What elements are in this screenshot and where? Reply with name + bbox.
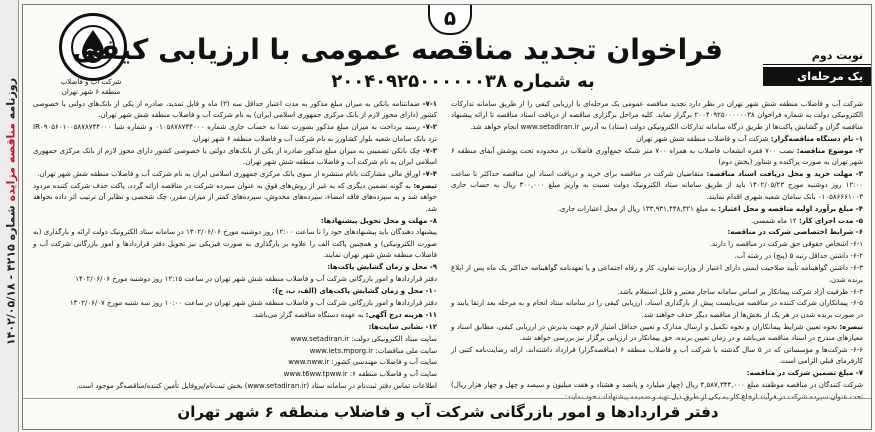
paragraph-text: چک بانکی تضمینی به میزان مبلغ مذکور صادره از یکی از بانک‌های دولتی یا خصوصی کشور دارای مجوز لازم از بانک مرکزی جمهوری اسلامی ایران به نام شرکت آب و فاضلاب منطقه شش شهر تهران. — [33, 146, 437, 167]
newspaper-side-strip — [0, 0, 19, 432]
paragraph — [451, 287, 863, 298]
paragraph-heading: ۷-۱- — [422, 100, 437, 108]
paragraph-text: دفتر قراردادها و امور بازرگانی شرکت آب و فاضلاب منطقه شش شهر تهران در ساعت ۱۰:۰۰ روز سه شنبه مورخ ۱۴۰۲/۰۶/۰۷ — [69, 298, 437, 307]
tender-number: به شماره ۲۰۰۴۰۹۲۵۰۰۰۰۰۰۳۸ — [331, 71, 595, 92]
paragraph — [451, 227, 863, 238]
company-name — [43, 77, 139, 97]
paragraph — [451, 298, 863, 321]
paragraph — [33, 274, 437, 285]
paragraph-heading: تبصره: — [839, 322, 863, 331]
paragraph — [33, 146, 437, 169]
paragraph — [451, 251, 863, 262]
paragraph-text: اطلاعات تماس دفتر ثبت‌نام در سامانه ستاد (www.setadiran.ir) بخش ثبت‌نام/پروفایل تأمین کننده/مناقصه‌گر موجود است. — [76, 382, 437, 391]
paragraph — [33, 334, 437, 345]
paragraph-heading: ۱۲- نشانی سایت‌ها: — [368, 322, 437, 331]
paragraph — [451, 322, 863, 345]
body-columns — [31, 99, 864, 401]
paragraph-heading: ۴- مبلغ برآورد اولیه مناقصه و محل اعتبار: — [718, 204, 863, 213]
paragraph-text: سایت ملی مناقصات: www.iets.mporg.ir — [309, 346, 437, 355]
paragraph — [451, 99, 863, 133]
paragraph-text: دفتر قراردادها و امور بازرگانی شرکت آب و فاضلاب منطقه شش شهر تهران در ساعت ۱۲:۱۵ روز دوشنبه مورخ ۱۴۰۲/۰۶/۰۶ — [75, 275, 437, 284]
paragraph — [451, 216, 863, 227]
side-strip-text — [5, 17, 18, 407]
paragraph-heading: ۵- مدت اجرای کار: — [798, 216, 863, 225]
advertisement-frame — [22, 4, 872, 430]
headline: فراخوان تجدید مناقصه عمومی با ارزیابی کیفی — [72, 33, 723, 66]
paragraph-text: ۶-۵- پیمانکاران شرکت کننده در مناقصه می‌بایست پیش از بارگذاری اسناد، ارزیابی کیفی را در سامانه ستاد انجام و به مرحله بعد ارتقا یابند و در صورت برنده شدن در هر یک از بخش‌ها از مناقصه دیگر حذف خواهند شد. — [451, 299, 863, 319]
paragraph-text: رسید پرداخت به میزان مبلغ مذکور بصورت نقدا به حساب جاری شماره ۰۱۰۵۸۷۸۷۴۴۰۰۰ و شماره شبا IR۰۹۰۵۶۰۱۰۰۵۸۷۸۷۴۴۰۰۰ نزد بانک سامان شعبه بلوار کشاورز به نام شرکت آب و فاضلاب منطقه ۶ شهر تهران. — [33, 123, 437, 143]
round-label: نوبت دوم — [763, 47, 871, 65]
paragraph-text: نصب ۷۰۰ فقره انشعاب فاضلاب به همراه ۷۰۰ متر شبکه جمع‌آوری فاضلاب در محدوده تحت پوشش آبفای منطقه ۶ شهر تهران به صورت پراکنده و شناور (بخش دوم) — [451, 146, 863, 167]
paragraph-text: سایت آب و فاضلاب منطقه ۶: www.t6ww.tpww.ir — [283, 370, 437, 379]
paragraph-text: اوراق مالی مشارکت بانام منتشره از سوی بانک مرکزی جمهوری اسلامی ایران به نام شرکت آب و فاضلاب منطقه شش شهر تهران. — [37, 169, 423, 178]
paragraph — [451, 345, 863, 368]
paragraph-text: ۶-۴- ظرفیت آزاد شرکت پیمانکار بر اساس سامانه ساجار معتبر و قابل استعلام باشد. — [617, 287, 863, 296]
paragraph — [33, 369, 437, 380]
phase-label: یک مرحله‌ای — [763, 67, 871, 86]
paragraph — [33, 227, 437, 261]
round-box — [763, 47, 871, 86]
paragraph-text: ضمانتنامه بانکی به میزان مبلغ مذکور به مدت اعتبار حداقل سه (۳) ماه و قابل تمدید، صادره از یکی از بانک‌های دولتی یا خصوصی کشور (دارای مجوز لازم از بانک مرکزی جمهوری اسلامی ایران) به نام شرکت آب و فاضلاب منطقه شش شهر تهران. — [33, 100, 437, 120]
paragraph-heading: ۷- مبلغ تضمین شرکت در مناقصه: — [746, 369, 863, 378]
paragraph — [451, 134, 863, 145]
paragraph-text: ۱۲ ماه شمسی. — [750, 216, 799, 225]
paragraph-heading: ۸- مهلت و محل تحویل پیشنهادها: — [320, 216, 437, 225]
footer-signature: دفتر قراردادها و امور بازرگانی شرکت آب و فاضلاب منطقه ۶ شهر تهران — [177, 403, 719, 421]
paragraph — [33, 346, 437, 357]
paragraph-text: شرکت آب و فاضلاب منطقه شش شهر تهران در نظر دارد تجدید مناقصه عمومی یک مرحله‌ای با ارزیابی کیفی را از طریق سامانه تدارکات الکترونیکی دولت به شماره فراخوان ۲۰۰۴۰۹۲۵۰۰۰۰۰۰۳۸ برگزار نماید. کلیه مراحل برگزاری مناقصه از دریافت اسناد مناقصه تا ارائه پیشنهاد مناقصه گران و گشایش پاکت‌ها از طریق درگاه سامانه تدارکات الکترونیکی دولت (ستاد) به آدرس www.setadiran.ir انجام خواهد شد. — [451, 100, 863, 131]
paragraph — [33, 262, 437, 273]
paragraph — [451, 146, 863, 169]
paragraph-text: سایت آب و فاضلاب مهندسی کشور: www.nww.ir — [288, 358, 437, 367]
paragraph-heading: ۲- موضوع مناقصه: — [796, 146, 863, 155]
paragraph-heading: ۱۱- هزینه درج آگهی: — [365, 310, 437, 319]
paragraph-text: ۶-۳- داشتن گواهینامه تأیید صلاحیت ایمنی دارای اعتبار از وزارت تعاون، کار و رفاه اجتماعی و یا تعهدنامه گواهینامه حداکثر یک ماه پس از ابلاغ برنده شدن. — [451, 264, 863, 284]
paragraph — [33, 381, 437, 392]
paragraph — [33, 357, 437, 368]
paragraph-heading: ۶- شرایط اختصاصی شرکت در مناقصه: — [727, 228, 863, 237]
paragraph-text: متقاضیان شرکت در مناقصه برای خرید و دریافت اسناد این مناقصه حداکثر تا ساعت ۱۲:۰۰ روز دوشنبه مورخ ۱۴۰۲/۰۵/۲۳ باید از طریق سامانه ستاد الکترونیک دولت نسبت به واریز مبلغ ۳۰۰,۰۰۰ ریال به حساب جاری ۰۱۰۵۸۶۶۶۱۰۰۳ بانک سامان شعبه شهری اقدام نمایند. — [451, 169, 864, 201]
paragraph-heading: ۱۰- محل و زمان گشایش پاکت‌های (الف، ب، ج): — [272, 287, 437, 295]
paragraph — [33, 181, 437, 215]
paragraph-heading: ۷-۲- — [422, 123, 438, 132]
paragraph-heading: تبصره: — [413, 181, 437, 190]
issue-info: شماره ۴۲۱۵ - ۱۴۰۲/۰۵/۱۸ — [4, 205, 18, 346]
paragraph — [33, 216, 437, 227]
paragraph — [33, 310, 437, 321]
ad-number-badge: ۵ — [428, 5, 472, 35]
paragraph — [451, 239, 863, 250]
paragraph-text: به مبلغ ۱۳۳,۹۳۱,۴۴۸,۳۲۱ ریال از محل اعتبارات جاری. — [557, 204, 719, 213]
paragraph — [33, 298, 437, 309]
paragraph-text: شرکت آب و فاضلاب منطقه شش شهر تهران — [636, 134, 771, 143]
company-name-line1: شرکت آب و فاضلاب — [60, 78, 122, 86]
paragraph — [33, 122, 437, 145]
paragraph-text: سایت ستاد الکترونیکی دولت: www.setadiran.ir — [290, 334, 437, 343]
footer-divider — [23, 398, 871, 399]
paragraph — [451, 263, 863, 286]
paragraph-heading: ۷-۴- — [422, 169, 437, 178]
paragraph — [33, 99, 437, 122]
paragraph — [33, 169, 437, 180]
newspaper-brand: مناقصه مزایده — [4, 123, 18, 202]
paragraph-heading: ۹- محل و زمان گشایش پاکت‌ها: — [327, 263, 437, 272]
company-name-line2: منطقه ۶ شهر تهران — [61, 88, 121, 96]
paragraph — [451, 380, 863, 403]
paragraph-text: شرکت کنندگان در مناقصه موظفند مبلغ ۴,۵۸۷,۳۴۴,۰۰۰ ریال (چهار میلیارد و پانصد و هشتاد و هفت میلیون و سیصد و چهل و چهار هزار ریال) تحت عنوان سپرده شرکت در فرآیند ارجاع کار به یکی از طرق ذیل تهیه و ضمیمه پیشنهادات خود نمایند: — [451, 381, 863, 401]
left-column — [31, 99, 437, 395]
paragraph — [451, 169, 863, 203]
paragraph-text: به گونه تضمین دیگری که به غیر از روش‌های فوق به عنوان سپرده شرکت در مناقصه ارائه گردد، پاکت حذف شرکت کننده مردود خواهد شد و به سپرده‌های فاقد امضاء، سپرده‌های مخدوش، سپرده‌های کمتر از میزان مقرر، چک شخصی و نظایر آن ترتیب اثر داده نخواهد شد. — [33, 181, 437, 213]
newspaper-label: روزنامه — [4, 77, 18, 120]
paragraph-text: ۶-۲- داشتن حداقل رتبه ۵ (پنج) در رشته آب. — [734, 252, 863, 261]
paragraph-text: پیشنهاد دهندگان باید پیشنهادهای خود را تا ساعت ۱۲:۰۰ روز دوشنبه مورخ ۱۴۰۲/۰۶/۰۶ در سامانه ستاد الکترونیک دولت ارائه و بارگذاری (به صورت الکترونیکی) و همچنین پاکت الف را علاوه بر بارگذاری به صورت فیزیکی نیز تحویل دفتر قراردادها و امور بازرگانی شرکت آب و فاضلاب منطقه شش شهر تهران نمایند. — [33, 228, 437, 260]
paragraph — [33, 322, 437, 333]
paragraph-text: ۶-۶- شرکت‌ها و مؤسساتی که در ۵ سال گذشته با شرکت آب و فاضلاب منطقه ۶ (مناقصه‌گزار) قرارداد داشته‌اند، ارائه رضایت‌نامه کتبی از کارفرمای قبلی الزامی است. — [451, 346, 863, 366]
paragraph-heading: ۱- نام دستگاه مناقصه‌گزار: — [770, 134, 863, 143]
paragraph-text: به عهده دستگاه مناقصه گزار می‌باشد. — [251, 310, 366, 319]
paragraph-text: ۶-۱- اشخاص حقوقی حق شرکت در مناقصه را دارند. — [709, 240, 863, 249]
right-column — [451, 99, 864, 401]
paragraph-heading: ۳- مهلت خرید و محل دریافت اسناد مناقصه: — [706, 169, 863, 178]
paragraph — [451, 204, 863, 215]
paragraph-heading: ۷-۳- — [422, 146, 437, 155]
paragraph — [33, 286, 437, 297]
paragraph-text: نحوه تعیین شرایط پیمانکاران و نحوه تکمیل و ارسال مدارک و تعیین حداقل امتیاز لازم جهت پذیرش در ارزیابی کیفی، مطابق اسناد و معیارهای مندرج در اسناد مناقصه می‌باشد و در زمان تعیین برنده، حق پیمانکار در ارزیابی برگزار نیز بررسی خواهد شد. — [451, 322, 863, 343]
paragraph — [451, 368, 863, 379]
